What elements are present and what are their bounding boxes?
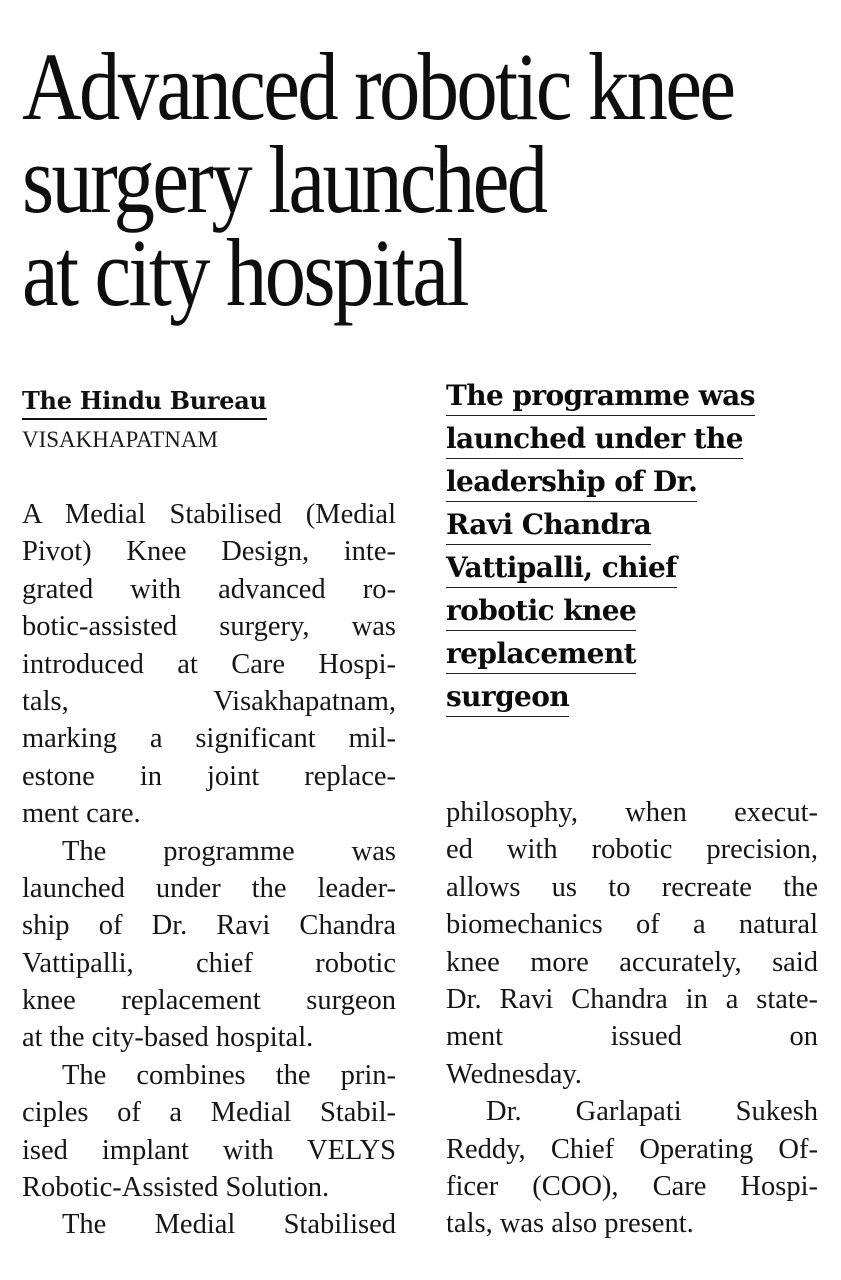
body-line: at the city-based hospital. [22,1022,314,1054]
body-line: The Medial Stabilised [62,1209,396,1241]
body-line: ised implant with VELYS [22,1134,396,1166]
body-line: grated with advanced ro- [22,573,396,605]
body-line: tals, was also present. [446,1208,694,1240]
body-line: Dr. Ravi Chandra in a state- [446,983,818,1015]
body-line: knee replacement surgeon [22,985,396,1017]
pull-quote-text: Vattipalli, chief [446,549,677,588]
body-line: introduced at Care Hospi- [22,648,396,680]
pull-quote-text: robotic knee [446,592,636,631]
pull-quote-line [446,591,818,634]
body-line: tals, Visakhapatnam, [22,685,396,717]
body-line: Pivot) Knee Design, inte- [22,536,396,568]
pull-quote-text: surgeon [446,678,569,717]
body-line: ment issued on [446,1021,818,1053]
pull-quote-text: launched under the [446,420,743,459]
pull-quote-line [446,462,818,505]
body-line: botic-assisted surgery, was [22,611,396,643]
body-line: ment care. [22,798,141,830]
headline-line: surgery launched [22,126,546,233]
pull-quote-line [446,548,818,591]
pull-quote-text: leadership of Dr. [446,463,697,502]
body-line: Vattipalli, chief robotic [22,947,396,979]
right-column-body [446,794,818,1243]
body-line: ship of Dr. Ravi Chandra [22,910,396,942]
body-line: launched under the leader- [22,872,396,904]
body-line: The programme was [62,835,396,867]
pull-quote-text: replacement [446,635,636,674]
body-line: ficer (COO), Care Hospi- [446,1170,818,1202]
pull-quote-text: Ravi Chandra [446,506,651,545]
body-line: A Medial Stabilised (Medial [22,499,396,530]
left-column-body [22,496,396,1244]
byline: The Hindu Bureau [22,384,267,420]
pull-quote-line [446,634,818,677]
headline [22,33,832,326]
dateline: VISAKHAPATNAM [22,427,218,452]
body-line: The combines the prin- [62,1059,396,1091]
pull-quote-line [446,419,818,462]
body-line: Robotic-Assisted Solution. [22,1172,330,1204]
headline-line: at city hospital [22,219,467,326]
body-line: philosophy, when execut- [446,797,818,828]
body-line: Wednesday. [446,1058,582,1090]
pull-quote-line [446,376,818,419]
body-line: allows us to recreate the [446,871,818,903]
body-line: ed with robotic precision, [446,834,818,866]
body-line: marking a significant mil- [22,723,396,755]
pull-quote-text: The programme was [446,377,755,416]
body-line: Reddy, Chief Operating Of- [446,1133,818,1165]
body-line: biomechanics of a natural [446,909,818,941]
body-line: Dr. Garlapati Sukesh [486,1096,818,1128]
pull-quote-line [446,677,818,720]
headline-line: Advanced robotic knee [22,33,734,140]
body-line: knee more accurately, said [446,946,818,978]
body-line: estone in joint replace- [22,760,396,792]
body-line: ciples of a Medial Stabil- [22,1097,396,1129]
pull-quote [446,376,818,720]
pull-quote-line [446,505,818,548]
